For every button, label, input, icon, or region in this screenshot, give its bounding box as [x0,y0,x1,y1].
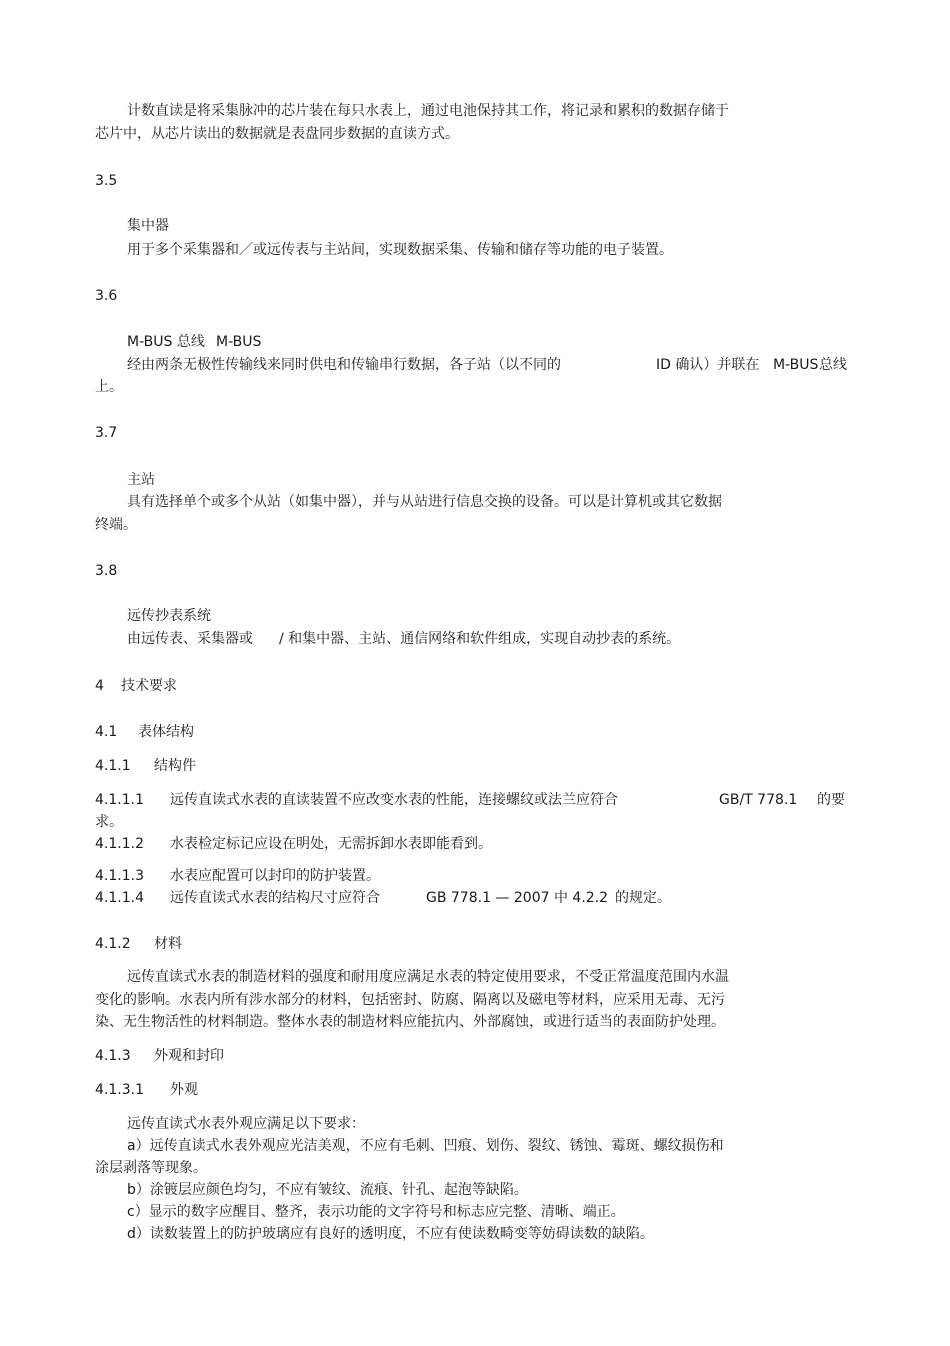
clause-number: 4.1.1.1 [95,792,144,808]
definition: 由远传表、采集器或 [127,631,253,647]
section-number: 4.1.1 [95,758,131,774]
clause-text: 的规定。 [615,890,671,906]
definition: 上。 [95,379,123,395]
section-number: 4.1.3.1 [95,1082,144,1098]
paragraph-line: 芯片中，从芯片读出的数据就是表盘同步数据的直读方式。 [95,126,459,142]
clause-number: 4.1.1.4 [95,890,144,906]
section-title: 结构件 [154,758,196,774]
clause-number: 3.8 [95,563,118,579]
definition: 终端。 [95,517,137,533]
term-en: M-BUS [216,334,262,350]
section-number: 4.1 [95,724,118,740]
clause-text: 水表应配置可以封印的防护装置。 [170,868,380,884]
term: 集中器 [127,218,169,234]
list-item: d）读数装置上的防护玻璃应有良好的透明度，不应有使读数畸变等妨碍读数的缺陷。 [127,1226,654,1242]
paragraph-line: 远传直读式水表外观应满足以下要求： [127,1116,365,1132]
definition: 具有选择单个或多个从站（如集中器），并与从站进行信息交换的设备。可以是计算机或其它数据 [127,494,722,510]
definition: M-BUS [773,357,819,373]
clause-text: 求。 [95,814,123,830]
clause-number: 3.5 [95,173,118,189]
clause-text: 水表检定标记应设在明处，无需拆卸水表即能看到。 [170,836,492,852]
definition: ID 确认）并联在 [656,357,760,373]
clause-text: 远传直读式水表的直读装置不应改变水表的性能，连接螺纹或法兰应符合 [170,792,618,808]
section-title: 材料 [154,936,182,952]
paragraph-line: 计数直读是将采集脉冲的芯片装在每只水表上，通过电池保持其工作，将记录和累积的数据存储于 [127,103,729,119]
list-item: c）显示的数字应醒目、整齐，表示功能的文字符号和标志应完整、清晰、端正。 [127,1204,625,1220]
clause-number: 4.1.1.2 [95,836,144,852]
term: 远传抄表系统 [127,608,211,624]
clause-text: GB/T 778.1 [719,792,798,808]
list-item: b）涂镀层应颜色均匀，不应有皱纹、流痕、针孔、起泡等缺陷。 [127,1182,528,1198]
definition: 经由两条无极性传输线来同时供电和传输串行数据，各子站（以不同的 [127,357,561,373]
clause-number: 4.1.1.3 [95,868,144,884]
paragraph-line: 远传直读式水表的制造材料的强度和耐用度应满足水表的特定使用要求，不受正常温度范围内水温 [127,969,729,985]
definition: 用于多个采集器和／或远传表与主站间，实现数据采集、传输和储存等功能的电子装置。 [127,242,673,258]
section-number: 4.1.3 [95,1048,131,1064]
paragraph-line: 染、无生物活性的材料制造。整体水表的制造材料应能抗内、外部腐蚀，或进行适当的表面防护处理。 [95,1014,725,1030]
section-number: 4.1.2 [95,936,131,952]
section-number: 4 [95,678,104,694]
definition: / 和集中器、主站、通信网络和软件组成，实现自动抄表的系统。 [279,631,681,647]
clause-text: GB 778.1 — 2007 中 4.2.2 [426,890,609,906]
section-title: 表体结构 [138,724,194,740]
definition: 总线 [819,357,847,373]
paragraph-line: 变化的影响。水表内所有涉水部分的材料，包括密封、防腐、隔离以及磁电等材料，应采用无毒、无污 [95,992,725,1008]
clause-text: 的要 [817,792,845,808]
section-title: 外观 [170,1082,198,1098]
list-item: 涂层剥落等现象。 [95,1160,207,1176]
clause-number: 3.6 [95,288,118,304]
clause-number: 3.7 [95,425,118,441]
term: 主站 [127,472,155,488]
clause-text: 远传直读式水表的结构尺寸应符合 [170,890,380,906]
section-title: 外观和封印 [154,1048,224,1064]
list-item: a）远传直读式水表外观应光洁美观，不应有毛刺、凹痕、划伤、裂纹、锈蚀、霉斑、螺纹损伤和 [127,1138,724,1154]
section-title: 技术要求 [121,678,177,694]
term: M-BUS 总线 [127,334,205,350]
